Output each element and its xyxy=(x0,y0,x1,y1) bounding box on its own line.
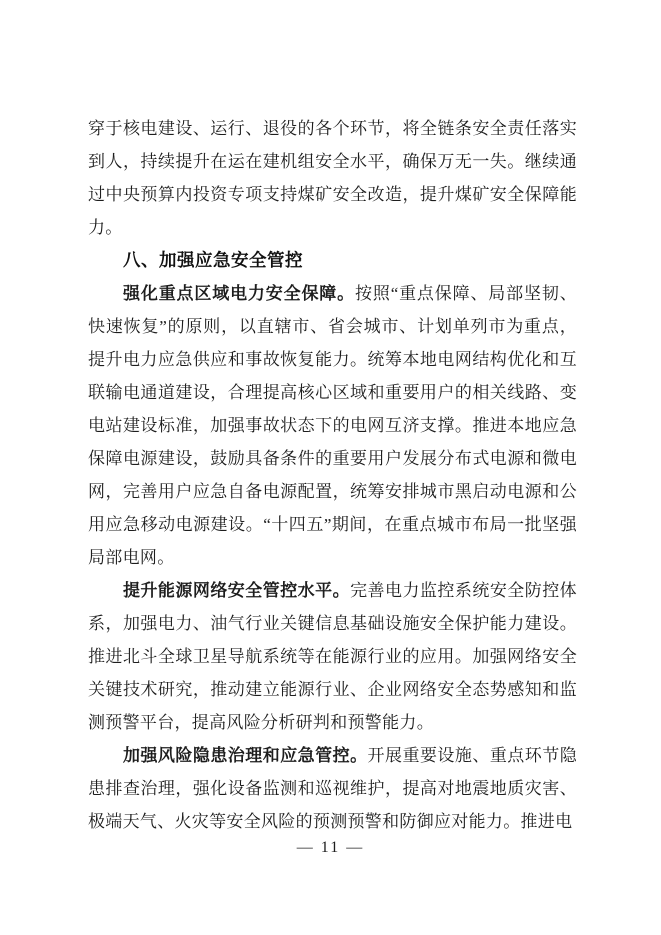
paragraph-lead: 强化重点区域电力安全保障。 xyxy=(123,284,355,303)
paragraph xyxy=(88,739,577,838)
paragraph-text: 按照“重点保障、局部坚韧、快速恢复”的原则，以直辖市、省会城市、计划单列市为重点，提升电力应急供应和事故恢复能力。统筹本地电网结构优化和互联输电通道建设，合理提高核心区域和重要用户的相关线路、变电站建设标准，加强事故状态下的电网互济支撑。推进本地应急保障电源建设，鼓励具备条件的重要用户发展分布式电源和微电网，完善用户应急自备电源配置，统筹安排城市黑启动电源和公用应急移动电源建设。“十四五”期间，在重点城市布局一批坚强局部电网。 xyxy=(88,284,577,567)
paragraph xyxy=(88,277,577,574)
page-number: — 11 — xyxy=(296,839,365,856)
paragraph-text: 完善电力监控系统安全防控体系，加强电力、油气行业关键信息基础设施安全保护能力建设。推进北斗全球卫星导航系统等在能源行业的应用。加强网络安全关键技术研究，推动建立能源行业、企业网络安全态势感知和监测预警平台，提高风险分析研判和预警能力。 xyxy=(88,581,577,732)
paragraph-lead: 加强风险隐患治理和应急管控。 xyxy=(123,746,368,765)
document-body xyxy=(88,112,577,838)
paragraph xyxy=(88,574,577,739)
page-footer xyxy=(0,836,661,860)
paragraph-text: 开展重要设施、重点环节隐患排查治理，强化设备监测和巡视维护，提高对地震地质灾害、极端天气、火灾等安全风险的预测预警和防御应对能力。推进电 xyxy=(88,746,577,831)
paragraph-continued: 穿于核电建设、运行、退役的各个环节，将全链条安全责任落实到人，持续提升在运在建机组安全水平，确保万无一失。继续通过中央预算内投资专项支持煤矿安全改造，提升煤矿安全保障能力。 xyxy=(88,119,577,237)
section-heading: 八、加强应急安全管控 xyxy=(123,250,303,270)
paragraph-lead: 提升能源网络安全管控水平。 xyxy=(123,581,351,600)
